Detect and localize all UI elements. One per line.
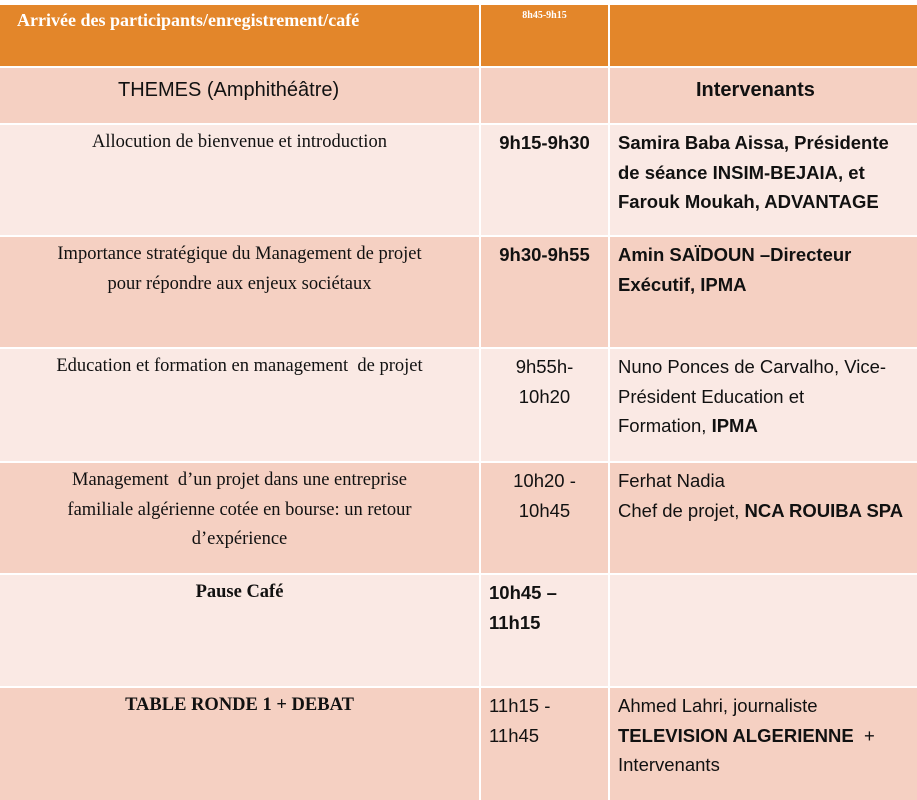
speaker-line [618, 721, 911, 751]
row-2-theme-cell [0, 237, 481, 349]
subheader-time-cell [481, 68, 610, 125]
row-4-time [481, 463, 608, 525]
row-1-time-cell [481, 125, 610, 237]
row-6-time-cell [481, 688, 610, 800]
row-5-theme-cell [0, 575, 481, 688]
speaker-line [618, 411, 911, 441]
row-6-theme-cell [0, 688, 481, 800]
header-title-cell [0, 5, 481, 68]
theme-line: Management d’un projet dans une entreprise [72, 470, 407, 490]
row-6-speaker [610, 688, 917, 780]
row-3-speaker-cell [610, 349, 917, 463]
row-6-theme [0, 688, 479, 721]
themes-header-cell [0, 68, 481, 125]
speaker-text: Formation, [618, 415, 712, 436]
theme-line: Education et formation en management de projet [56, 356, 423, 376]
time-line: 9h55h- [515, 356, 574, 377]
row-4-time-cell [481, 463, 610, 575]
row-2-time-cell [481, 237, 610, 349]
header-empty-cell [610, 5, 917, 68]
speaker-line: Exécutif, IPMA [618, 273, 747, 295]
row-1-speaker [610, 125, 917, 217]
header-time: 8h45-9h15 [522, 10, 567, 21]
header-title: Arrivée des participants/enregistrement/café [17, 10, 360, 30]
time-line: 10h20 - [513, 470, 576, 491]
theme-line: Pause Café [195, 582, 284, 602]
time-line: 11h15 - [489, 695, 551, 716]
row-1-theme-cell [0, 125, 481, 237]
row-3-theme [0, 349, 479, 382]
themes-header: THEMES (Amphithéâtre) [118, 79, 340, 101]
time-line: 11h45 [489, 724, 540, 746]
row-5-theme [0, 575, 479, 608]
row-3-theme-cell [0, 349, 481, 463]
row-5-speaker-cell [610, 575, 917, 688]
speaker-line [618, 496, 911, 526]
time-line: 10h45 [518, 499, 571, 521]
time-line: 10h20 [518, 385, 571, 407]
speaker-line: Ahmed Lahri, journaliste [618, 695, 818, 716]
theme-line: d’expérience [191, 529, 288, 549]
speaker-line: Farouk Moukah, ADVANTAGE [618, 191, 879, 212]
program-table [0, 5, 917, 800]
row-6-speaker-cell [610, 688, 917, 800]
speaker-line: Amin SAÏDOUN –Directeur [618, 244, 852, 265]
row-4-theme [0, 463, 479, 555]
theme-line: familiale algérienne cotée en bourse: un retour [67, 499, 412, 520]
row-3-time [481, 349, 608, 411]
speakers-header-cell [610, 68, 917, 125]
speaker-line: Intervenants [618, 754, 720, 775]
theme-line: Allocution de bienvenue et introduction [92, 132, 387, 152]
time-line: 9h15-9h30 [499, 132, 590, 153]
row-1-speaker-cell [610, 125, 917, 237]
speaker-org: IPMA [711, 415, 758, 436]
speaker-org: NCA ROUIBA SPA [744, 499, 904, 521]
speaker-line: de séance INSIM-BEJAIA, et [618, 161, 865, 183]
speaker-line: Nuno Ponces de Carvalho, Vice- [618, 356, 887, 377]
speaker-line: Président Education et [618, 385, 805, 407]
row-5-time-cell [481, 575, 610, 688]
row-6-time [481, 688, 608, 750]
row-2-time [481, 237, 608, 270]
row-1-theme [0, 125, 479, 158]
time-line: 9h30-9h55 [499, 244, 590, 265]
row-2-speaker [610, 237, 917, 299]
speaker-text: Chef de projet, [618, 499, 745, 521]
header-time-cell [481, 5, 610, 68]
row-2-speaker-cell [610, 237, 917, 349]
row-4-speaker-cell [610, 463, 917, 575]
row-3-speaker [610, 349, 917, 441]
theme-line: pour répondre aux enjeux sociétaux [107, 273, 372, 294]
row-4-speaker [610, 463, 917, 525]
row-4-theme-cell [0, 463, 481, 575]
time-line: 10h45 – [489, 582, 557, 603]
speaker-text: + [853, 724, 875, 746]
speakers-header: Intervenants [696, 79, 815, 101]
row-2-theme [0, 237, 479, 299]
speaker-line: Samira Baba Aissa, Présidente [618, 132, 889, 153]
row-1-time [481, 125, 608, 158]
speaker-org: TELEVISION ALGERIENNE [618, 724, 854, 746]
speaker-line: Ferhat Nadia [618, 470, 725, 491]
theme-line: TABLE RONDE 1 + DEBAT [125, 695, 354, 715]
row-5-time [481, 575, 608, 637]
time-line: 11h15 [489, 611, 541, 633]
row-3-time-cell [481, 349, 610, 463]
theme-line: Importance stratégique du Management de projet [57, 244, 422, 264]
